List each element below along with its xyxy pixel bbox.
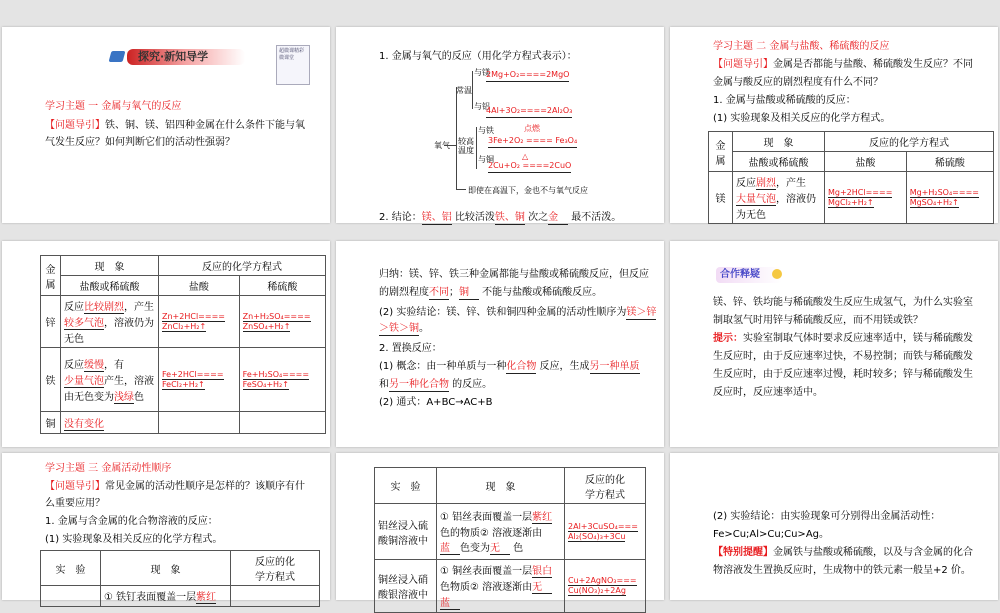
eq-fe: 3Fe+2O₂ ==== Fe₃O₄ [488,135,577,148]
guide-text-2: 么重要应用？ [45,498,105,509]
th-metal: 金属 [41,256,61,296]
lightbulb-icon [772,269,782,279]
eq-cu: 2Cu+O₂ ====2CuO [488,160,571,173]
th-phen: 现 象 [733,132,825,152]
item-1a: (1) 实验现象及相关反应的化学方程式。 [713,113,891,124]
salt-table-cont [374,467,646,613]
hint-3: 生反应时，由于反应速率过慢，耗时较多；锌与稀硫酸发生 [713,369,973,380]
book-icon [109,51,126,62]
zn-h2so4-eq: Zn+H₂SO₄==== ZnSO₄+H₂↑ [239,296,325,348]
with-fe: 与铁 [478,126,494,135]
guide-text-2: 气发生反应？如何判断它们的活动性强弱？ [45,137,235,148]
eq-cu-cond: △ [522,152,529,161]
r1-exp: 铝丝浸入硫酸铜溶液中 [375,504,437,560]
hint-4: 反应时，反应速率适中。 [713,387,823,398]
summary-2: 的剧烈程度不同；铜 不能与盐酸或稀硫酸反应。 [379,287,603,298]
fe-phen: 反应缓慢，有少量气泡产生，溶液由无色变为浅绿色 [61,348,159,412]
hint-2: 生反应时，由于反应速率过快，不易控制；而铁与稀硫酸发 [713,351,973,362]
question-2: 制取氢气时用锌与稀硫酸反应，而不用镁或铁？ [713,315,923,326]
cooperation-badge: 合作释疑 [720,269,760,280]
slide-1[interactable] [2,27,330,223]
normal-temp: 常温 [456,86,472,95]
row-mg: 镁 [709,172,733,224]
with-cu: 与铜 [478,155,494,164]
r2-eq: Cu+2AgNO₃=== Cu(NO₃)₂+2Ag [565,560,646,613]
eq-mg: 2Mg+O₂====2MgO [486,69,569,82]
mg-hcl-eq: Mg+2HCl==== MgCl₂+H₂↑ [825,172,907,224]
mg-h2so4-eq: Mg+H₂SO₄==== MgSO₄+H₂↑ [906,172,993,224]
item-1: 1. 金属与盐酸或稀硫酸的反应： [713,95,856,106]
row-cu: 铜 [41,412,61,434]
conclusion-1: (2) 实验结论：镁、锌、铁和铜四种金属的活动性顺序为镁＞锌 [379,307,657,318]
salt-table [40,550,320,607]
acid-table-cont [40,255,326,434]
th-h2so4: 稀硫酸 [906,152,993,172]
formula: (2) 通式：A+BC→AC+B [379,397,493,408]
topic-title: 学习主题 三 金属活动性顺序 [45,463,172,474]
guide-text: 【问题导引】铁、铜、镁、铝四种金属在什么条件下能与氧 [45,120,305,131]
r2-exp: 铜丝浸入硝酸银溶液中 [375,560,437,613]
th-exp: 实 验 [375,468,437,504]
conclusion: 2. 结论：镁、铝 比较活泼铁、铜 次之金 最不活泼。 [379,212,622,223]
slide-2[interactable] [336,27,664,223]
th-hcl: 盐酸 [159,276,240,296]
slide-7[interactable] [2,453,330,603]
with-al: 与铝 [474,102,490,111]
slide-3[interactable] [670,27,998,223]
row-fe: 铁 [41,348,61,412]
guide-text-2: 金属与酸反应的剧烈程度有什么不同？ [713,77,883,88]
concept-1: (1) 概念：由一种单质与一种化合物 反应，生成另一种单质 [379,361,640,372]
tip-1: 【特别提醒】金属铁与盐酸或稀硫酸，以及与含金属的化合 [713,547,973,558]
th-h2so4: 稀硫酸 [239,276,325,296]
guide-text: 【问题导引】常见金属的活动性顺序是怎样的？该顺序有什 [45,481,305,492]
conclusion-2: ＞铁＞铜。 [379,323,429,334]
th-eq: 反应的化学方程式 [825,132,994,152]
oxygen-label: 氧气 [434,141,450,150]
box-text: 超微课精彩微课堂 [279,48,305,61]
slide-6[interactable] [670,241,998,447]
th-eq: 反应的化 学方程式 [231,551,320,586]
topic-title: 学习主题 二 金属与盐酸、稀硫酸的反应 [713,41,890,52]
question-1: 镁、锌、铁均能与稀硫酸发生反应生成氢气，为什么实验室 [713,297,973,308]
heading: 1. 金属与氧气的反应（用化学方程式表示）： [379,51,577,62]
fe-hcl-eq: Fe+2HCl==== FeCl₂+H₂↑ [159,348,240,412]
acid-table [708,131,994,224]
hint-1: 提示：实验室制取气体时要求反应速率适中，镁与稀硫酸发 [713,333,973,344]
guide-text: 【问题导引】金属是否都能与盐酸、稀硫酸发生反应？不同 [713,59,973,70]
eq-fe-cond: 点燃 [524,124,540,133]
tip-2: 物溶液发生置换反应时，生成物中的铁元素一般呈+2 价。 [713,565,971,576]
eq-al: 4Al+3O₂====2Al₂O₃ [486,105,572,118]
high-temp: 较高温度 [458,137,474,155]
slide-5[interactable] [336,241,664,447]
item-1: 1. 金属与含金属的化合物溶液的反应： [45,516,218,527]
gold-note: 即使在高温下，金也不与氧气反应 [468,186,588,195]
th-acid: 盐酸或稀硫酸 [61,276,159,296]
th-metal: 金属 [709,132,733,172]
with-mg: 与镁 [474,68,490,77]
th-phen: 现 象 [437,468,565,504]
slide-4[interactable] [2,241,330,447]
th-phen: 现 象 [101,551,231,586]
th-exp: 实 验 [41,551,101,586]
r2-phen: ① 铜丝表面覆盖一层银白色物质② 溶液逐渐由无蓝 [437,560,565,613]
conclusion-2: Fe>Cu;Al>Cu;Cu>Ag。 [713,529,830,540]
micro-lesson-box [276,45,310,85]
item-1a: (1) 实验现象及相关反应的化学方程式。 [45,534,223,545]
zn-hcl-eq: Zn+2HCl==== ZnCl₂+H₂↑ [159,296,240,348]
zn-phen: 反应比较剧烈，产生较多气泡，溶液仍为无色 [61,296,159,348]
th-phen: 现 象 [61,256,159,276]
row-zn: 锌 [41,296,61,348]
summary-1: 归纳：镁、锌、铁三种金属都能与盐酸或稀硫酸反应，但反应 [379,269,649,280]
r1-phen: ① 铝丝表面覆盖一层紫红色的物质② 溶液逐渐由蓝 色变为无 色 [437,504,565,560]
topic-title: 学习主题 一 金属与氧气的反应 [45,101,182,112]
row1-phen: ① 铁钉表面覆盖一层紫红 [101,586,231,607]
th-eq: 反应的化学方程式 [159,256,326,276]
concept-2: 和另一种化合物 的反应。 [379,379,493,390]
fe-h2so4-eq: Fe+H₂SO₄==== FeSO₄+H₂↑ [239,348,325,412]
replace-heading: 2. 置换反应： [379,343,442,354]
slide-9[interactable] [670,453,998,600]
th-acid: 盐酸或稀硫酸 [733,152,825,172]
conclusion-1: (2) 实验结论：由实验现象可分别得出金属活动性： [713,511,941,522]
mg-phen: 反应剧烈，产生大量气泡，溶液仍为无色 [733,172,825,224]
cu-phen: 没有变化 [61,412,159,434]
th-hcl: 盐酸 [825,152,907,172]
r1-eq: 2Al+3CuSO₄=== Al₂(SO₄)₃+3Cu [565,504,646,560]
th-eq: 反应的化 学方程式 [565,468,646,504]
banner-text: 探究·新知导学 [138,50,209,63]
slide-8[interactable] [336,453,664,609]
